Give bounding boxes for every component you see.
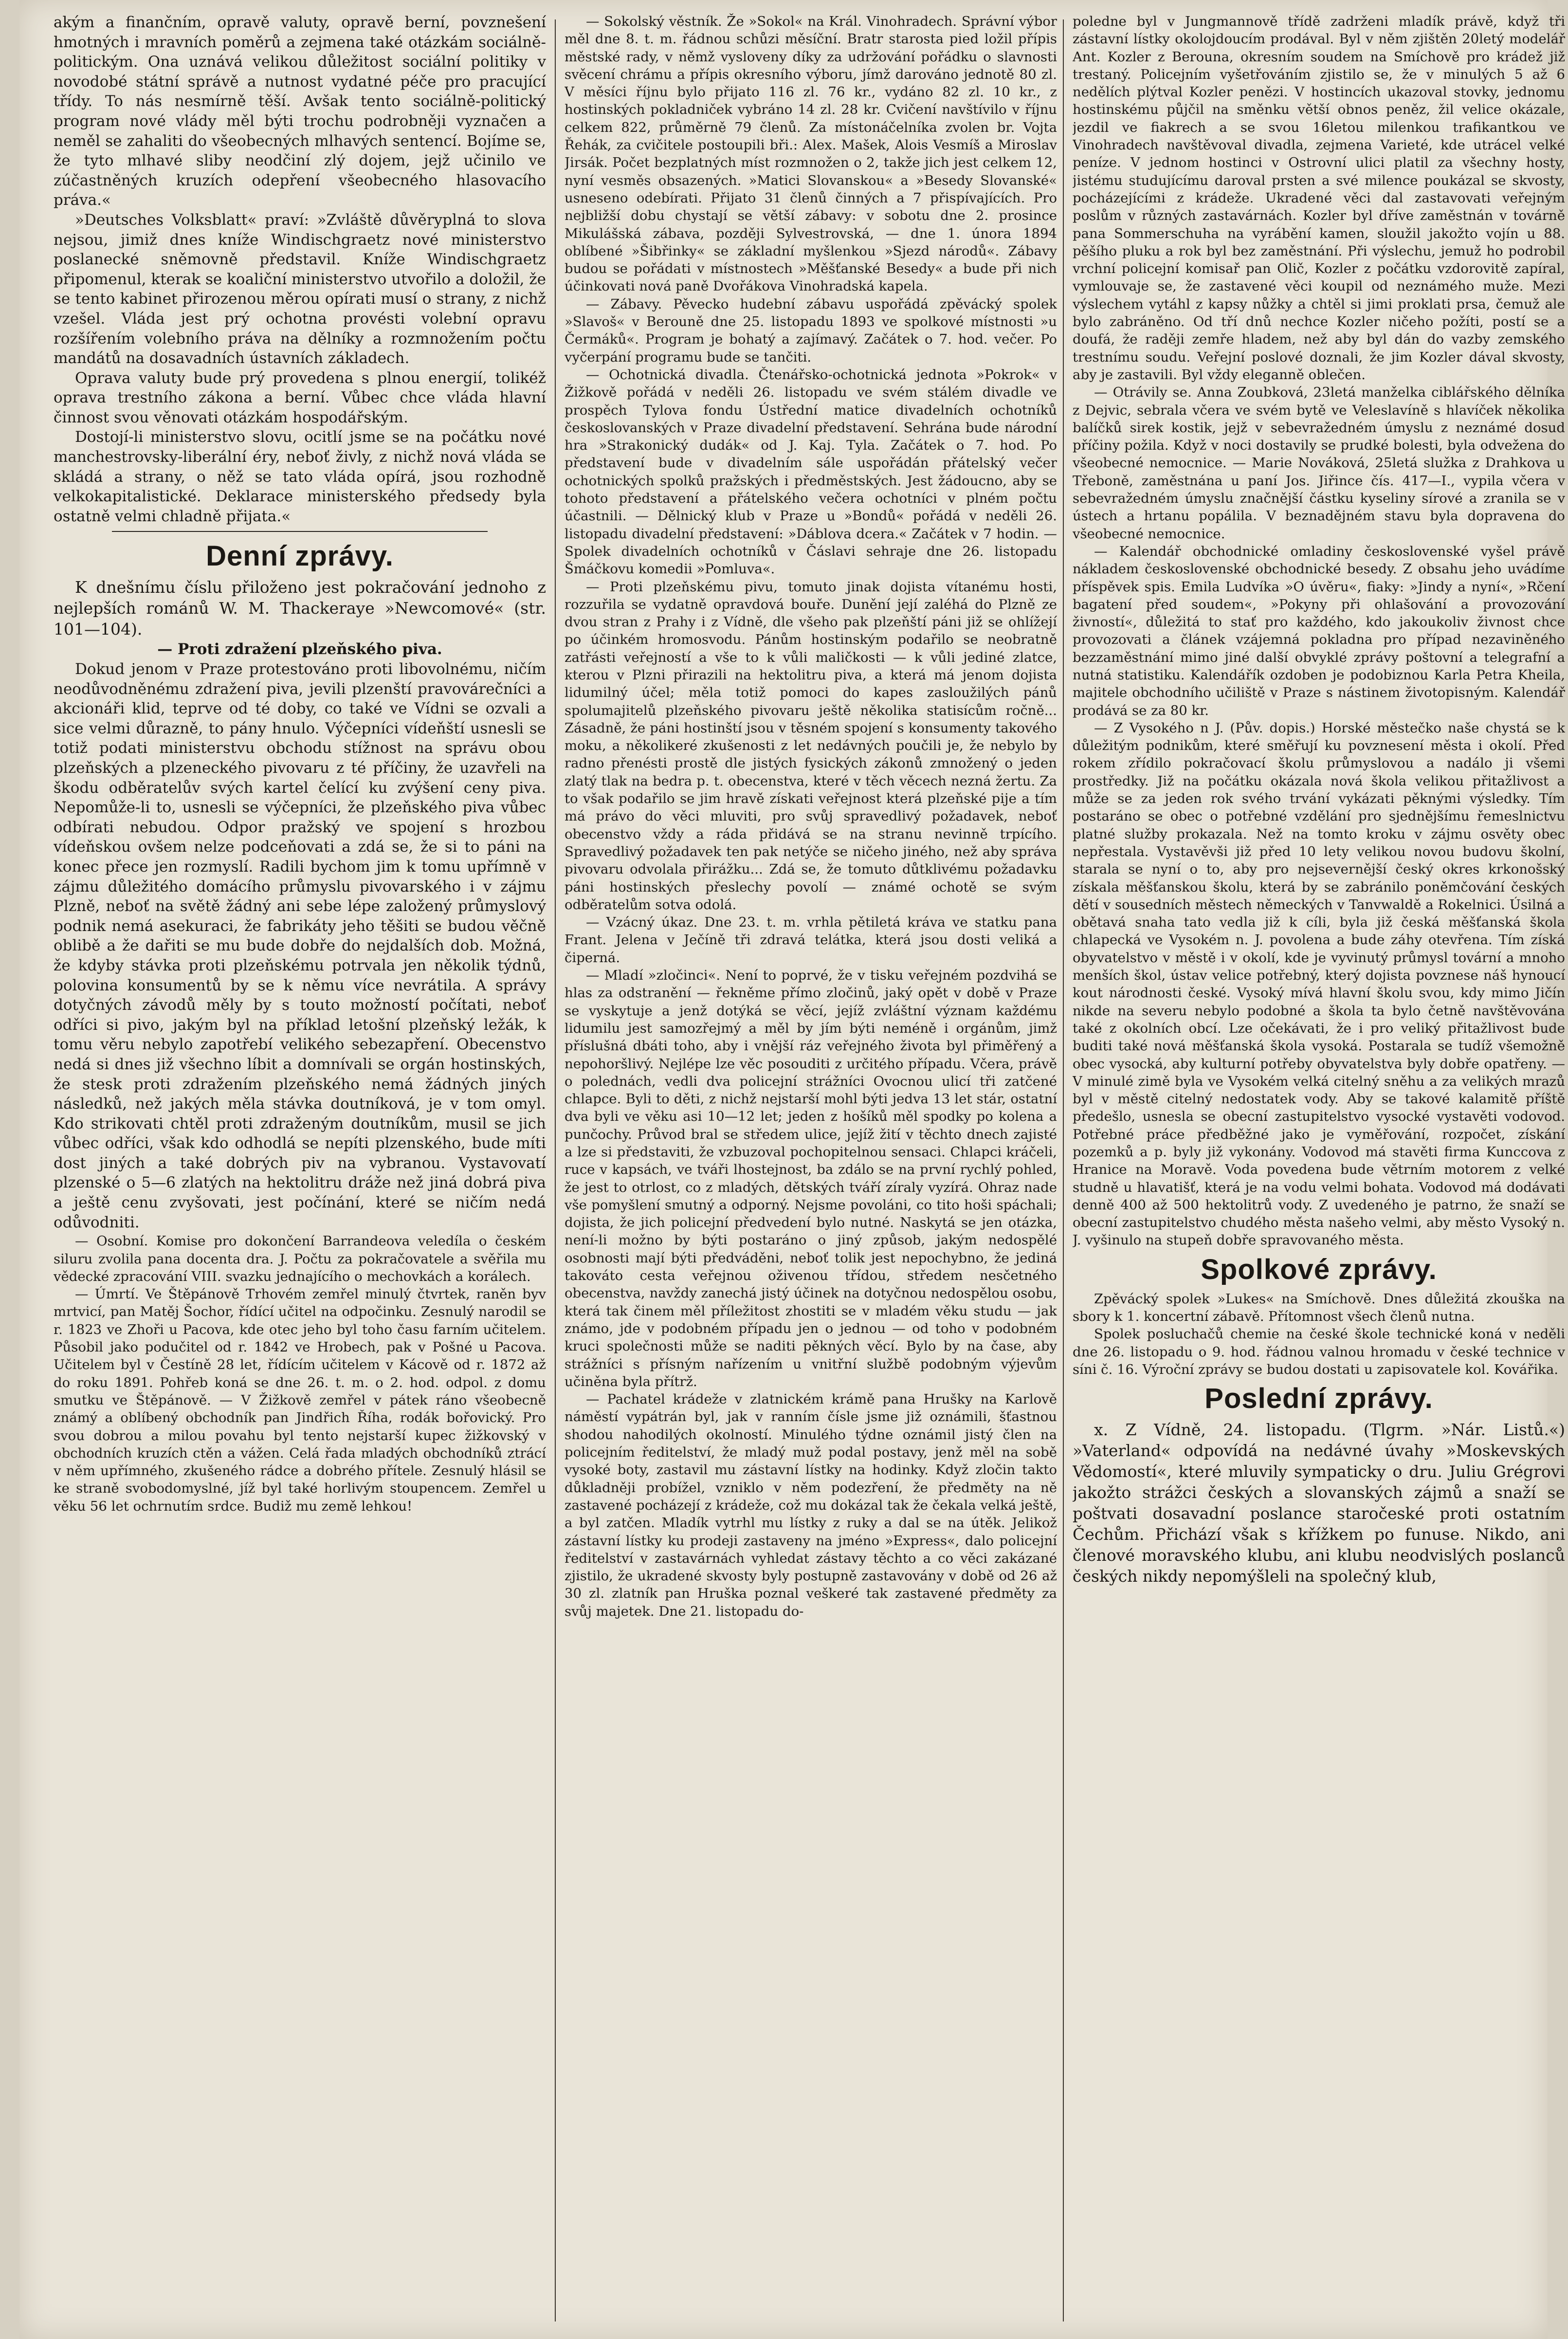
section-divider [112,531,488,532]
article-lukes: Zpěvácký spolek »Lukes« na Smíchově. Dnes důležitá zkouška na sbory k 1. koncertní zábavě. Přítomnost všech členů nutna. [1073,1291,1565,1325]
article-pivu: — Proti plzeňskému pivu, tomuto jinak dojista vítanému hosti, rozzuřila se vydatně opravdová bouře. Dunění její zaléhá do Plzně ze dvou stran z Prahy i z Vídně, dle všeho pak plzeňští páni již se ohlížejí po účinkém hromosvodu. Pánům hostinským podařilo se neobratně zatřásti veřejností a vše to k vůli maličkosti — k vůli jediné zlatce, kterou v Plzni přirazili na hektolitru piva, a která má jenom dojista lidumilný účel; měla totiž pomoci do kapes zasloužilých pánů spolumajitelů plzeňského pivovaru ještě několika statisícům ročně... Zásadně, že páni hostinští jsou v těsném spojení s konsumenty takového moku, a několikeré zkušenosti z let nedávných poučili je, že nebylo by radno přenésti prostě dle jistých fysických zákonů zmnožený o jeden zlatý tlak na bedra p. t. obecenstva, které v těch věcech nezná žertu. Za to však podařilo se jim hravě získati veřejnost která plzeňské pije a tím má právo do věci mluviti, pro svůj spravedlivý požadavek, neboť obecenstvo vždy a ráda přidává se na stranu nevinně trpícího. Spravedlivý požadavek ten pak netýče se ničeho jiného, než aby správa pivovaru odvolala přirážku... Zdá se, že tomuto důtklivému požadavku páni hostinských přeslechy povolí — známé ochotě se svým odběratelům sotva odolá. [565,579,1057,913]
article-vzacny: — Vzácný úkaz. Dne 23. t. m. vrhla pětiletá kráva ve statku pana Frant. Jelena v Ječíně tři zdravá telátka, která jsou dosti veliká a čiperná. [565,914,1057,966]
column-divider [1063,19,1064,2321]
section-heading: Poslední zprávy. [1204,1383,1433,1415]
section-heading: Denní zprávy. [206,540,394,572]
article-quote: »Deutsches Volksblatt« praví: »Zvláště důvěryplná to slova nejsou, jimiž dnes kníže Windischgraetz nové ministerstvo poslanecké sněmovně představil. Kníže Windischgraetz připomenul, kterak se koaliční ministerstvo utvořilo a doložil, že se tento kabinet přirozenou měrou opírati musí o strany, z nichž vzešel. Vláda jest prý ochotna provésti volební opravu rozšířením volebního práva na dělníky a rozmnožením počtu mandátů na dosavadních ústavních základech. [54,211,546,367]
section-heading: Spolkové zprávy. [1201,1253,1437,1285]
article-umrti: — Úmrtí. Ve Štěpánově Trhovém zemřel minulý čtvrtek, raněn byv mrtvicí, pan Matěj Šochor, řídící učitel na odpočinku. Zesnulý narodil se r. 1823 ve Zhoři u Pacova, kde otec jeho byl toho času farním učitelem. Působil jako podučitel od r. 1842 ve Hrobech, pak v Pošné u Pacova. Učitelem byl v Čestíně 28 let, řídícím učitelem v Kácově od r. 1872 až do roku 1891. Pohřeb koná se dne 26. t. m. o 2. hod. odpol. z domu smutku ve Štěpánově. — V Žižkově zemřel v pátek ráno všeobecně známý a oblíbený obchodník pan Jindřich Říha, rodák bořovický. Pro svou dobrou a milou povahu byl tento nejstarší kupec žižkovský v obchodních kruzích ctěn a vážen. Celá řada mladých obchodníků ztrácí v něm upřímného, zkušeného rádce a dobrého přítele. Zesnulý hlásil se ke straně svobodomyslné, jíž byl také horlivým stoupencem. Zemřel u věku 56 let ochrnutím srdce. Budiž mu země lehkou! [54,1286,546,1514]
article-sokol: — Sokolský věstník. Že »Sokol« na Král. Vinohradech. Správní výbor měl dne 8. t. m. řádnou schůzi měsíční. Bratr starosta pied ložil přípis městské rady, v němž vysloveny díky za udržování pořádku o slavnosti svěcení chrámu a přípis okresního výboru, jímž darováno jednotě 80 zl. V měsíci říjnu bylo přijato 116 zl. 76 kr., vydáno 82 zl. 10 kr., z hostinských pokladniček vybráno 14 zl. 28 kr. Cvičení navštívilo v říjnu celkem 822, průměrně 79 členů. Za místonáčelníka zvolen br. Vojta Řehák, za cvičitele postoupili bři.: Alex. Mašek, Alois Vesmíš a Miroslav Jirsák. Počet bezplatných míst rozmnožen o 2, takže jich jest celkem 12, nyní vesměs obsazených. »Matici Slovanskou« a »Besedy Slovanské« usneseno odebírati. Přijato 31 členů činných a 7 přispívajících. Pro nejbližší dobu chystají se větší zábavy: v sobotu dne 2. prosince Mikulášská zábava, později Sylvestrovská, — dne 1. února 1894 oblíbené »Šibřinky« se základní myšlenkou »Sjezd národů«. Zábavy budou se pořádati v místnostech »Měšťanské Besedy« a bude při nich účinkovati nová paně Dvořákova Vinohradská kapela. [565,14,1057,294]
column-left [54,13,546,2329]
article-plzen: Dokud jenom v Praze protestováno proti libovolnému, ničím neodůvodněnému zdražení piva, jevili plzenští pravovárečníci a akcionáři klid, teprve od té doby, co také ve Vídni se ozvali a sice velmi důrazně, to pány hnulo. Výčepníci vídeňští usnesli se totiž podati ministerstvu obchodu stížnost na správu obou plzeňských a plzeneckého pivovaru z té příčiny, že uzavřeli na škodu odběratelův svých kartel čelící ku zvýšení ceny piva. Nepomůže-li to, usnesli se výčepníci, že plzeňského piva vůbec odbírati nebudou. Odpor pražský ve spojení s hrozbou vídeňskou ovšem nelze podceňovati a zdá se, že si to páni na konec přece jen rozmyslí. Radili bychom jim k tomu upřímně v zájmu důležitého domácího průmyslu pivovarského i v zájmu Plzně, neboť na světě žádný ani sebe lépe založený průmyslový podnik nemá asekuraci, že fabrikáty jeho těšiti se budou věčně oblibě a že dařiti se mu bude dobře do nejdalších dob. Možná, že kdyby stávka proti plzeňskému potrvala jen několik týdnů, polovina konsumentů by se k němu více nevrátila. A správy dotyčných závodů měly by s touto možností počítati, neboť odříci si pivo, jakým byl na příklad letošní plzeňský ležák, k tomu věru nebylo zapotřebí velikého sebezapření. Obecenstvo nedá si dnes již všechno líbit a domnívali se orgán hostinských, že stesk proti zdražením plzeňského nemá žádných jiných následků, než jakých měla stávka doutníková, je v tom omyl. Kdo strikovati chtěl proti zdraženým doutníkům, musil se jich vůbec odříci, však kdo odhodlá se nepíti plzenského, bude míti dost jiných a také dobrých piv na vybranou. Vystavovatí plzenské o 5—6 zlatých na hektolitru dráže než jiná dobrá piva a ještě cenu zvyšovati, jest počínání, které se ničím nedá odůvodniti. [54,660,546,1231]
article-intro: akým a finančním, opravě valuty, opravě berní, povznešení hmotných i mravních poměrů a zejmena také otázkám sociálně-politickým. Ona uznává velikou důležitost sociální politiky v novodobé státní správě a nutnost vydatné péče pro pracující třídy. To nás nesmírně těší. Avšak tento sociálně-politický program nové vlády měl býti trochu podrobněji vyznačen a neměl se zahaliti do všeobecných mlhavých sentencí. Bojíme se, že tyto mlhavé sliby neodčiní zlý dojem, jejž učinilo ve zúčastněných kruzích odepření všeobecného hlasovacího práva.« [54,14,546,209]
article-mladi: — Mladí »zločinci«. Není to poprvé, že v tisku veřejném pozdvihá se hlas za odstranění — řekněme přímo zločinů, jaký opět v době v Praze se vyskytuje a jenž dotýká se věcí, jejíž zvláštní význam každému lidumilu jest samozřejmý a měl by jím býti neméně i orgánům, jimž příslušná dbáti toho, aby i vnější ráz veřejného života byl přiměřený a nepohoršlivý. Nejlépe lze věc posouditi z určitého případu. Včera, právě o polednách, vedli dva policejní strážníci Ovocnou ulicí tři zatčené chlapce. Byli to děti, z nichž nejstarší mohl býti jedva 13 let stár, ostatní dva byli ve věku asi 10—12 let; jeden z hošíků měl spodky po kolena a punčochy. Průvod bral se středem ulice, jejíž žití v těchto dnech zajisté a lze si představiti, že vzbuzoval pochopitelnou sensaci. Chlapci kráčeli, ruce v kapsách, ve tváři lhostejnost, ba zdálo se na první rychlý pohled, že jest to otrlost, co z mladých, dětských tváří zíraly vyzírá. Ohraz nade vše pomyšlení smutný a odporný. Nejsme povoláni, co tito hoši spáchali; dojista, že jich policejní předvedení bylo nutné. Naskytá se jen otázka, není-li možno by býti postaráno o jiný způsob, jakým nedospělé osobnosti mají býti předváděni, neboť tolik jest nepochybno, že jediná takováto cesta veřejnou oživenou třídou, středem nesčetného obecenstva, navždy zanechá jistý účinek na dotyčnou nedospělou osobu, která tak činem měl příležitost zhostiti se v mladém věku studu — jak známo, jde v podobném případu jen o jednou — od toho v podobném kruci společnosti může se naditi pěkných věcí. Bylo by na čase, aby strážníci s přísným nařízením u vnitřní službě podobným výjevům učiněna byla přítrž. [565,968,1057,1389]
article-posluchaci: Spolek posluchačů chemie na české škole technické koná v neděli dne 26. listopadu o 9. hod. řádnou valnou hromadu v české technice v síni č. 16. Výroční zprávy se budou dostati u zapisovatele kol. Kovářika. [1073,1326,1565,1377]
article-pachatel-cont: poledne byl v Jungmannově třídě zadrženi mladík právě, když tři zástavní lístky okolojdoucím prodával. Byl v něm zjištěn 20letý modelář Ant. Kozler z Berouna, okresním soudem na Smíchově pro krádež již trestaný. Policejním vyšetřováním zjistilo se, že v minulých 5 až 6 nedělích plýtval Kozler penězi. V hostincích ukazoval stovky, jednomu hostinskému půjčil na směnku větší obnos peněz, žil velice okázale, jezdil ve fiakrech a se svou 16letou milenkou trafikantkou ve Vinohradech navštěvoval divadla, zejmena Varieté, kde utrácel velké peníze. V jednom hostinci v Ostrovní ulici platil za všechny hosty, jistému studujícímu daroval prsten a své milence poukázal se skvosty, pocházejícími z krádeže. Ukradené věci dal zastavovati veřejným poslům v různých zastavárnách. Kozler byl dříve zaměstnán v továrně pana Sommerschuha na vyrábění kamen, sloužil jakožto vojín u 88. pěšího pluku a rok byl bez zaměstnání. Při výslechu, jemuž ho podrobil vrchní policejní komisař pan Olič, Kozler z počátku vzdorovitě zapíral, vymlouvaje se, že zastavené věci koupil od neznámého muže. Mezi výslechem vytáhl z kapsy nůžky a chtěl si jimi proklati prsa, čemuž ale bylo zabráněno. Od tří dnů nechce Kozler ničeho požíti, postí se a doufá, že raději zemře hladem, než aby byl dán do vazby zemského trestnímu soudu. Veřejní poslové doznali, že jim Kozler dával skvosty, aby je zastavili. Byl vždy eleganně oblečen. [1073,14,1565,383]
column-right [1073,13,1565,2329]
newspaper-page [19,0,1565,2339]
article-otravily: — Otrávily se. Anna Zoubková, 23letá manželka ciblářského dělníka z Dejvic, sebrala včera ve svém bytě ve Veleslavíně s hlavíček několika balíčků sirek kostik, jejž v sebevražedném úmyslu z neznámé dosud příčiny požila. Když v noci dostavily se prudké bolesti, byla odvežena do všeobecné nemocnice. — Marie Nováková, 25letá služka z Drahkova u Třeboně, zaměstnána u paní Jos. Jiřince čís. 417—I., vypila včera v sebevražedném úmyslu značnější částku kyseliny sírové a zranila se v ústech a hrtanu popálila. V beznadějném stavu byla dopravena do všeobecné nemocnice. [1073,384,1565,542]
column-divider [555,19,556,2321]
column-middle [565,13,1057,2329]
article-ochotnici: — Ochotnická divadla. Čtenářsko-ochotnická jednota »Pokrok« v Žižkově pořádá v neděli 26. listopadu ve svém stálém divadle ve prospěch Tylova fondu Ústřední matice divadelních ochotníků českoslovanských v Praze divadelní představení. Sehrána bude národní hra »Strakonický dudák« od J. Kaj. Tyla. Začátek o 7. hod. Po představení bude v divadelním sále uspořádán přátelský večer ochotnických spolků pražských i předměstských. Jest žádoucno, aby se tohoto představení a přátelského večera ochotníci v plném počtu účastnili. — Dělnický klub v Praze u »Bondů« pořádá v neděli 26. listopadu divadelní představení: »Dáblova dcera.« Začátek v 7 hodin. — Spolek divadelních ochotníků v Čáslavi sehraje dne 26. listopadu Šmáčkovu komedii »Pomluva«. [565,366,1057,577]
article-pachatel: — Pachatel krádeže v zlatnickém krámě pana Hrušky na Karlově náměstí vypátrán byl, jak v ranním čísle jsme již oznámili, šťastnou shodou nahodilých okolností. Minulého týdne oznámil jistý člen na policejním ředitelství, že mladý muž podal postavy, jenž měl na sobě vysoké boty, zastavil mu zástavní lístky na hodinky. Když zločin takto důkladněji probížel, vzniklo v něm podezření, že předměty na ně zastavené pocházejí z krádeže, což mu dokázal tak že čekala velká ještě, a byl zatčen. Mladík vytrhl mu lístky z ruky a dal se na útěk. Jelikož zástavní lístky ku prodeji zastaveny na jméno »Express«, dalo policejní ředitelství v zastavárnách vyhledat zástavy těchto a co věci zakázané zjistilo, že ukradené skvosty byly postupně zastavovány v době od 26 až 30 zl. zlatník pan Hruška poznal veškeré tak zastavené předměty za svůj majetek. Dne 21. listopadu do- [565,1391,1057,1619]
article-vysoke: — Z Vysokého n J. (Pův. dopis.) Horské městečko naše chystá se k důležitým podnikům, které směřují ku povznesení města i okolí. Před rokem zřídilo pokračovací školu průmyslovou a nadálo ji všemi prostředky. Již na počátku okázala nová škola velikou přitažlivost a může se za jeden rok svého trvání vykázati pěknými výsledky. Tím postaráno se obec o potřebné vzdělání pro sjednějšímu řemeslnictvu platné služby prokazala. Než na tomto kroku v zájmu osvěty obec nepřestala. Vystavěvši již před 10 lety velikou novou budovu školní, starala se nyní o to, aby pro nejsevernější český okres krkonošský získala měšťanskou školu, která by se zabránilo poněmčování českých dětí v sousedních městech německých v Tanvwaldě a Rokelnici. Úsilná a obětavá snaha tato vedla již k cíli, byla již česká měšťanská škola chlapecká ve Vysokém n. J. povolena a bude záhy otevřena. Tím získá obyvatelstvo v městě i v okolí, kde je vyvinutý průmysl tovární a mnoho menších škol, ústav velice potřebný, který dojista povznese náš hynoucí kout národnosti české. Vysoký mívá hlavní školu svou, kdy mimo Jičín nikde na severu nebylo podobné a škola ta bylo četně navštěvována také z okolních obcí. Lze očekávati, že i pro veliký přitažlivost bude buditi také nová měšťanská škola vysoká. Postarala se tudíž všemožně obec vysocká, aby kulturní potřeby obyvatelstva byly dobře opatřeny. — V minulé zimě byla ve Vysokém velká citelný sněhu a za velikých mrazů byl v městě citelný nedostatek vody. Aby se takové kalamitě příště předešlo, usnesla se obecní zastupitelstvo vysocké vystavěti vodovod. Potřebné práce předběžné jako je vyměřování, rozpočet, získání pozemků a p. byly již vykonány. Vodovod má stavěti firma Kunccova z Hranice na Moravě. Voda povedena bude větrním motorem z velké studně u hlavatišť, která je na vodu velmi bohata. Vodovod má dodávati denně 400 až 500 hektolitrů vody. Z uvedeného je patrno, že snaží se obecní zastupitelstvo chudého města našeho velmi, aby město Vysoký n. J. vyšinulo na stupeň dobře spravovaného města. [1073,720,1565,1248]
article-dostojli: Dostojí-li ministerstvo slovu, ocitlí jsme se na počátku nové manchestrovsky-liberální éry, neboť živly, z nichž nová vláda se skládá a strany, o něž se tato vláda opírá, jsou rozhodně velkokapitalistické. Deklarace ministerského předsedy byla ostatně velmi chladně přijata.« [54,428,546,525]
article-title: — Proti zdražení plzeňského piva. [157,640,442,658]
article-valuta: Oprava valuty bude prý provedena s plnou energií, tolikéž oprava trestního zákona a berní. Vůbec chce vláda hlavní činnost svou věnovati otázkám hospodářským. [54,369,546,426]
article-osobni: — Osobní. Komise pro dokončení Barrandeova veledíla o českém siluru zvolila pana docenta dra. J. Počtu za pokračovatele a svěřila mu vědecké zpracování VIII. svazku jednajícího o mechovkách a korálech. [54,1233,546,1284]
article-zabavy: — Zábavy. Pěvecko hudební zábavu uspořádá zpěvácký spolek »Slavoš« v Berouně dne 25. listopadu 1893 ve spolkové místnosti »u Čermáků«. Program je bohatý a zajímavý. Začátek o 7. hod. večer. Po vyčerpání programu bude se tančiti. [565,296,1057,365]
novel-notice: K dnešnímu číslu přiloženo jest pokračování jednoho z nejlepších románů W. M. Thackeraye »Newcomové« (str. 101—104). [54,578,546,639]
article-kalendar: — Kalendář obchodnické omladiny československé vyšel právě nákladem československé obchodnické besedy. Z obsahu jeho uvádíme příspěvek spis. Emila Ludvíka »O úvěru«, fiaky: »Jindy a nyní«, »Rčení bagatení před soudem«, »Pokyny při ohlašování a provozování živností«, důležitá to stať pro každého, kdo jakoukoliv živnost chce provozovati a článek vzájemná pokladna pro případ nezaviněného bezzaměstnání mimo jiné další obvyklé zprávy poštovní a telegrafní a nutná statistiku. Kalendářík ozdoben je podobiznou Karla Petra Kheila, majitele obchodního učiliště v Praze s nástinem životopisným. Kalendář prodává se za 80 kr. [1073,543,1565,718]
article-vid: x. Z Vídně, 24. listopadu. (Tlgrm. »Nár. Listů.«) »Vaterland« odpovídá na nedávné úvahy »Moskevských Vědomostí«, které mluvily sympaticky o dru. Juliu Grégrovi jakožto strážci českých a slovanských zájmů a snaží se poštvati dosavadní poslance staročeské proti ostatním Čechům. Přichází však s křížkem po funuse. Nikdo, ani členové moravského klubu, ani klubu neodvislých poslanců českých nikdy nepomýšleli na společný klub, [1073,1420,1565,1586]
